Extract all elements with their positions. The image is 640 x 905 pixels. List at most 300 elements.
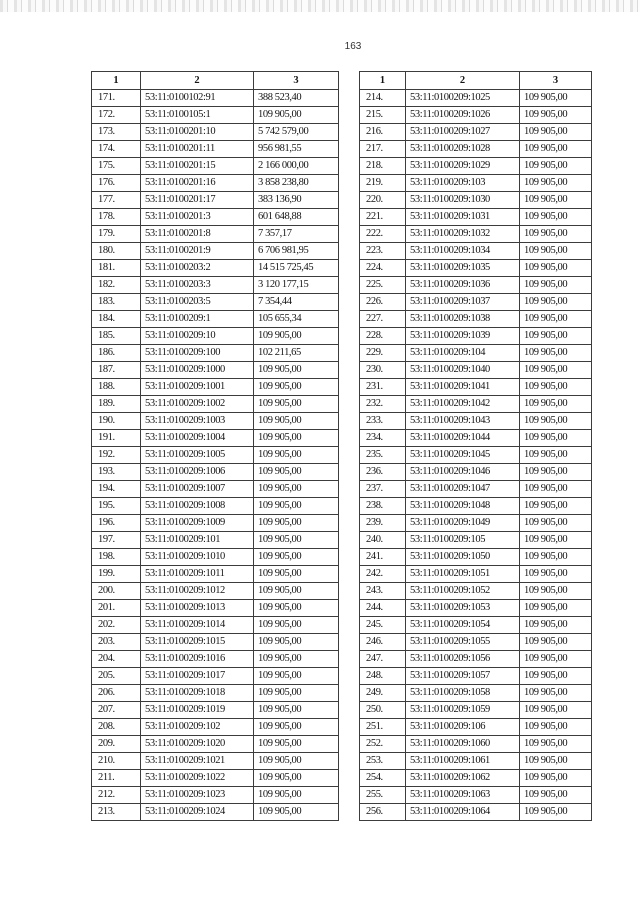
cadastral-number: 53:11:0100209:1005 [141, 447, 254, 464]
cadastral-number: 53:11:0100209:1001 [141, 379, 254, 396]
value-amount: 109 905,00 [254, 430, 339, 447]
row-number: 225. [360, 277, 406, 294]
table-row [360, 311, 592, 328]
row-number: 253. [360, 753, 406, 770]
value-amount: 109 905,00 [254, 668, 339, 685]
table-row [360, 668, 592, 685]
row-number: 174. [92, 141, 141, 158]
table-row [360, 90, 592, 107]
table-row [360, 685, 592, 702]
value-amount: 14 515 725,45 [254, 260, 339, 277]
cadastral-number: 53:11:0100209:1020 [141, 736, 254, 753]
row-number: 176. [92, 175, 141, 192]
row-number: 227. [360, 311, 406, 328]
row-number: 246. [360, 634, 406, 651]
table-row [92, 430, 339, 447]
value-amount: 109 905,00 [520, 685, 592, 702]
value-amount: 109 905,00 [520, 770, 592, 787]
table-row [360, 209, 592, 226]
row-number: 172. [92, 107, 141, 124]
cadastral-number: 53:11:0100209:1035 [406, 260, 520, 277]
cadastral-number: 53:11:0100209:1025 [406, 90, 520, 107]
cadastral-number: 53:11:0100209:1017 [141, 668, 254, 685]
value-amount: 109 905,00 [254, 702, 339, 719]
row-number: 205. [92, 668, 141, 685]
value-amount: 109 905,00 [254, 396, 339, 413]
value-amount: 109 905,00 [520, 141, 592, 158]
cadastral-number: 53:11:0100203:5 [141, 294, 254, 311]
row-number: 175. [92, 158, 141, 175]
value-amount: 109 905,00 [254, 515, 339, 532]
cadastral-number: 53:11:0100209:1031 [406, 209, 520, 226]
row-number: 199. [92, 566, 141, 583]
table-header-row [92, 72, 339, 90]
cadastral-number: 53:11:0100209:10 [141, 328, 254, 345]
cadastral-number: 53:11:0100209:1053 [406, 600, 520, 617]
value-amount: 109 905,00 [520, 413, 592, 430]
table-row [360, 192, 592, 209]
value-amount: 109 905,00 [520, 90, 592, 107]
table-row [92, 787, 339, 804]
cadastral-number: 53:11:0100209:1062 [406, 770, 520, 787]
table-row [360, 430, 592, 447]
row-number: 248. [360, 668, 406, 685]
table-row [92, 260, 339, 277]
value-amount: 109 905,00 [254, 600, 339, 617]
table-row [360, 124, 592, 141]
cadastral-number: 53:11:0100209:1056 [406, 651, 520, 668]
register-table-right [359, 71, 592, 821]
table-row [360, 583, 592, 600]
row-number: 230. [360, 362, 406, 379]
row-number: 197. [92, 532, 141, 549]
cadastral-number: 53:11:0100209:1044 [406, 430, 520, 447]
cadastral-number: 53:11:0100209:1049 [406, 515, 520, 532]
row-number: 255. [360, 787, 406, 804]
value-amount: 109 905,00 [520, 294, 592, 311]
value-amount: 109 905,00 [520, 753, 592, 770]
cadastral-number: 53:11:0100209:103 [406, 175, 520, 192]
row-number: 234. [360, 430, 406, 447]
cadastral-number: 53:11:0100209:1015 [141, 634, 254, 651]
value-amount: 109 905,00 [520, 515, 592, 532]
value-amount: 109 905,00 [520, 651, 592, 668]
row-number: 247. [360, 651, 406, 668]
value-amount: 109 905,00 [254, 583, 339, 600]
cadastral-number: 53:11:0100201:10 [141, 124, 254, 141]
table-row [92, 498, 339, 515]
cadastral-number: 53:11:0100209:1060 [406, 736, 520, 753]
cadastral-number: 53:11:0100209:1061 [406, 753, 520, 770]
row-number: 232. [360, 396, 406, 413]
table-header-row [360, 72, 592, 90]
row-number: 204. [92, 651, 141, 668]
row-number: 250. [360, 702, 406, 719]
cadastral-number: 53:11:0100209:1008 [141, 498, 254, 515]
row-number: 252. [360, 736, 406, 753]
row-number: 198. [92, 549, 141, 566]
cadastral-number: 53:11:0100209:1039 [406, 328, 520, 345]
cadastral-number: 53:11:0100209:1016 [141, 651, 254, 668]
cadastral-number: 53:11:0100209:1040 [406, 362, 520, 379]
table-row [92, 600, 339, 617]
value-amount: 109 905,00 [520, 328, 592, 345]
cadastral-number: 53:11:0100209:1026 [406, 107, 520, 124]
cadastral-number: 53:11:0100209:105 [406, 532, 520, 549]
value-amount: 109 905,00 [254, 719, 339, 736]
cadastral-number: 53:11:0100209:1057 [406, 668, 520, 685]
table-row [92, 90, 339, 107]
row-number: 222. [360, 226, 406, 243]
table-row [360, 719, 592, 736]
row-number: 216. [360, 124, 406, 141]
value-amount: 109 905,00 [520, 549, 592, 566]
cadastral-number: 53:11:0100209:100 [141, 345, 254, 362]
value-amount: 109 905,00 [520, 804, 592, 821]
value-amount: 109 905,00 [520, 787, 592, 804]
cadastral-number: 53:11:0100102:91 [141, 90, 254, 107]
table-row [92, 107, 339, 124]
table-row [92, 481, 339, 498]
table-row [92, 277, 339, 294]
table-row [360, 549, 592, 566]
table-row [360, 532, 592, 549]
value-amount: 388 523,40 [254, 90, 339, 107]
table-row [360, 328, 592, 345]
table-row [360, 294, 592, 311]
cadastral-number: 53:11:0100209:1036 [406, 277, 520, 294]
value-amount: 109 905,00 [520, 124, 592, 141]
value-amount: 109 905,00 [520, 566, 592, 583]
cadastral-number: 53:11:0100209:102 [141, 719, 254, 736]
value-amount: 109 905,00 [520, 158, 592, 175]
value-amount: 102 211,65 [254, 345, 339, 362]
row-number: 231. [360, 379, 406, 396]
cadastral-number: 53:11:0100209:1018 [141, 685, 254, 702]
table-row [360, 260, 592, 277]
table-row [360, 736, 592, 753]
cadastral-number: 53:11:0100209:1002 [141, 396, 254, 413]
cadastral-number: 53:11:0100209:1000 [141, 362, 254, 379]
value-amount: 109 905,00 [520, 583, 592, 600]
value-amount: 3 858 238,80 [254, 175, 339, 192]
row-number: 217. [360, 141, 406, 158]
row-number: 223. [360, 243, 406, 260]
row-number: 177. [92, 192, 141, 209]
cadastral-number: 53:11:0100209:106 [406, 719, 520, 736]
value-amount: 109 905,00 [520, 209, 592, 226]
value-amount: 109 905,00 [520, 600, 592, 617]
cadastral-number: 53:11:0100209:1030 [406, 192, 520, 209]
cadastral-number: 53:11:0100209:1059 [406, 702, 520, 719]
cadastral-number: 53:11:0100209:1047 [406, 481, 520, 498]
value-amount: 109 905,00 [254, 362, 339, 379]
table-row [360, 481, 592, 498]
value-amount: 109 905,00 [520, 719, 592, 736]
value-amount: 109 905,00 [520, 532, 592, 549]
row-number: 182. [92, 277, 141, 294]
row-number: 171. [92, 90, 141, 107]
cadastral-number: 53:11:0100209:1019 [141, 702, 254, 719]
row-number: 178. [92, 209, 141, 226]
value-amount: 109 905,00 [520, 430, 592, 447]
table-row [92, 311, 339, 328]
row-number: 215. [360, 107, 406, 124]
value-amount: 109 905,00 [520, 260, 592, 277]
value-amount: 109 905,00 [254, 770, 339, 787]
row-number: 242. [360, 566, 406, 583]
row-number: 228. [360, 328, 406, 345]
table-row [360, 413, 592, 430]
value-amount: 109 905,00 [520, 668, 592, 685]
row-number: 224. [360, 260, 406, 277]
value-amount: 109 905,00 [520, 447, 592, 464]
row-number: 249. [360, 685, 406, 702]
cadastral-number: 53:11:0100209:1038 [406, 311, 520, 328]
row-number: 239. [360, 515, 406, 532]
value-amount: 2 166 000,00 [254, 158, 339, 175]
table-row [360, 447, 592, 464]
row-number: 254. [360, 770, 406, 787]
cadastral-number: 53:11:0100209:1014 [141, 617, 254, 634]
row-number: 183. [92, 294, 141, 311]
table-row [360, 396, 592, 413]
row-number: 241. [360, 549, 406, 566]
table-row [360, 158, 592, 175]
cadastral-number: 53:11:0100209:1052 [406, 583, 520, 600]
value-amount: 109 905,00 [520, 175, 592, 192]
value-amount: 109 905,00 [254, 107, 339, 124]
cadastral-number: 53:11:0100209:1023 [141, 787, 254, 804]
row-number: 193. [92, 464, 141, 481]
cadastral-number: 53:11:0100201:11 [141, 141, 254, 158]
row-number: 243. [360, 583, 406, 600]
table-row [92, 379, 339, 396]
value-amount: 109 905,00 [254, 447, 339, 464]
table-row [360, 464, 592, 481]
table-row [92, 447, 339, 464]
table-row [92, 396, 339, 413]
cadastral-number: 53:11:0100209:1041 [406, 379, 520, 396]
table-row [360, 498, 592, 515]
row-number: 214. [360, 90, 406, 107]
cadastral-number: 53:11:0100209:101 [141, 532, 254, 549]
row-number: 184. [92, 311, 141, 328]
value-amount: 109 905,00 [254, 566, 339, 583]
value-amount: 109 905,00 [520, 379, 592, 396]
value-amount: 109 905,00 [254, 549, 339, 566]
cadastral-number: 53:11:0100209:1027 [406, 124, 520, 141]
cadastral-number: 53:11:0100209:1024 [141, 804, 254, 821]
table-row [92, 702, 339, 719]
value-amount: 601 648,88 [254, 209, 339, 226]
table-row [360, 141, 592, 158]
cadastral-number: 53:11:0100209:1028 [406, 141, 520, 158]
row-number: 212. [92, 787, 141, 804]
table-row [360, 226, 592, 243]
table-row [92, 362, 339, 379]
table-row [92, 719, 339, 736]
cadastral-number: 53:11:0100201:17 [141, 192, 254, 209]
value-amount: 109 905,00 [520, 702, 592, 719]
value-amount: 6 706 981,95 [254, 243, 339, 260]
table-row [92, 192, 339, 209]
table-row [360, 702, 592, 719]
value-amount: 109 905,00 [520, 311, 592, 328]
row-number: 196. [92, 515, 141, 532]
cadastral-number: 53:11:0100209:1006 [141, 464, 254, 481]
table-row [92, 668, 339, 685]
cadastral-number: 53:11:0100201:16 [141, 175, 254, 192]
table-row [92, 804, 339, 821]
table-row [92, 566, 339, 583]
table-row [92, 515, 339, 532]
row-number: 201. [92, 600, 141, 617]
table-row [360, 243, 592, 260]
cadastral-number: 53:11:0100201:15 [141, 158, 254, 175]
cadastral-number: 53:11:0100209:1009 [141, 515, 254, 532]
table-row [92, 413, 339, 430]
scan-artifact-edge [0, 0, 640, 12]
table-row [360, 634, 592, 651]
value-amount: 956 981,55 [254, 141, 339, 158]
row-number: 188. [92, 379, 141, 396]
table-row [92, 226, 339, 243]
cadastral-number: 53:11:0100209:1032 [406, 226, 520, 243]
cadastral-number: 53:11:0100209:1022 [141, 770, 254, 787]
row-number: 221. [360, 209, 406, 226]
table-row [92, 549, 339, 566]
cadastral-number: 53:11:0100209:1058 [406, 685, 520, 702]
cadastral-number: 53:11:0100201:3 [141, 209, 254, 226]
row-number: 235. [360, 447, 406, 464]
row-number: 251. [360, 719, 406, 736]
row-number: 200. [92, 583, 141, 600]
row-number: 191. [92, 430, 141, 447]
value-amount: 109 905,00 [254, 498, 339, 515]
row-number: 186. [92, 345, 141, 362]
row-number: 210. [92, 753, 141, 770]
cadastral-number: 53:11:0100209:1042 [406, 396, 520, 413]
table-row [92, 532, 339, 549]
row-number: 244. [360, 600, 406, 617]
value-amount: 109 905,00 [520, 396, 592, 413]
table-row [92, 243, 339, 260]
row-number: 240. [360, 532, 406, 549]
value-amount: 109 905,00 [254, 804, 339, 821]
row-number: 236. [360, 464, 406, 481]
value-amount: 109 905,00 [254, 753, 339, 770]
value-amount: 383 136,90 [254, 192, 339, 209]
row-number: 219. [360, 175, 406, 192]
row-number: 192. [92, 447, 141, 464]
value-amount: 3 120 177,15 [254, 277, 339, 294]
table-row [360, 379, 592, 396]
table-row [360, 804, 592, 821]
table-row [92, 141, 339, 158]
cadastral-number: 53:11:0100209:1021 [141, 753, 254, 770]
cadastral-number: 53:11:0100209:1051 [406, 566, 520, 583]
table-row [92, 294, 339, 311]
row-number: 238. [360, 498, 406, 515]
cadastral-number: 53:11:0100209:1046 [406, 464, 520, 481]
cadastral-number: 53:11:0100209:1013 [141, 600, 254, 617]
row-number: 180. [92, 243, 141, 260]
value-amount: 109 905,00 [254, 532, 339, 549]
column-header-1: 1 [360, 72, 406, 90]
value-amount: 109 905,00 [254, 685, 339, 702]
value-amount: 109 905,00 [520, 634, 592, 651]
column-header-1: 1 [92, 72, 141, 90]
table-row [92, 753, 339, 770]
cadastral-number: 53:11:0100209:1055 [406, 634, 520, 651]
row-number: 211. [92, 770, 141, 787]
value-amount: 109 905,00 [520, 226, 592, 243]
row-number: 218. [360, 158, 406, 175]
value-amount: 109 905,00 [520, 498, 592, 515]
cadastral-number: 53:11:0100209:1064 [406, 804, 520, 821]
row-number: 208. [92, 719, 141, 736]
table-row [360, 345, 592, 362]
register-table-left [91, 71, 339, 821]
value-amount: 109 905,00 [254, 328, 339, 345]
row-number: 229. [360, 345, 406, 362]
value-amount: 109 905,00 [254, 379, 339, 396]
value-amount: 109 905,00 [254, 787, 339, 804]
table-row [360, 770, 592, 787]
value-amount: 109 905,00 [254, 651, 339, 668]
table-row [92, 345, 339, 362]
cadastral-number: 53:11:0100209:1012 [141, 583, 254, 600]
cadastral-number: 53:11:0100209:1011 [141, 566, 254, 583]
table-row [92, 583, 339, 600]
row-number: 194. [92, 481, 141, 498]
value-amount: 7 357,17 [254, 226, 339, 243]
cadastral-number: 53:11:0100209:1010 [141, 549, 254, 566]
table-row [360, 617, 592, 634]
table-row [360, 515, 592, 532]
table-row [360, 107, 592, 124]
cadastral-number: 53:11:0100209:1037 [406, 294, 520, 311]
value-amount: 109 905,00 [520, 464, 592, 481]
cadastral-number: 53:11:0100209:1050 [406, 549, 520, 566]
cadastral-number: 53:11:0100203:2 [141, 260, 254, 277]
row-number: 233. [360, 413, 406, 430]
cadastral-number: 53:11:0100209:1063 [406, 787, 520, 804]
row-number: 237. [360, 481, 406, 498]
row-number: 202. [92, 617, 141, 634]
value-amount: 7 354,44 [254, 294, 339, 311]
row-number: 203. [92, 634, 141, 651]
cadastral-number: 53:11:0100201:9 [141, 243, 254, 260]
value-amount: 109 905,00 [520, 345, 592, 362]
table-row [92, 209, 339, 226]
row-number: 213. [92, 804, 141, 821]
value-amount: 105 655,34 [254, 311, 339, 328]
value-amount: 109 905,00 [520, 617, 592, 634]
table-row [360, 566, 592, 583]
value-amount: 109 905,00 [254, 481, 339, 498]
column-header-3: 3 [520, 72, 592, 90]
table-row [92, 124, 339, 141]
row-number: 245. [360, 617, 406, 634]
table-row [92, 634, 339, 651]
value-amount: 109 905,00 [254, 634, 339, 651]
value-amount: 109 905,00 [520, 481, 592, 498]
value-amount: 109 905,00 [254, 464, 339, 481]
table-row [92, 736, 339, 753]
row-number: 195. [92, 498, 141, 515]
